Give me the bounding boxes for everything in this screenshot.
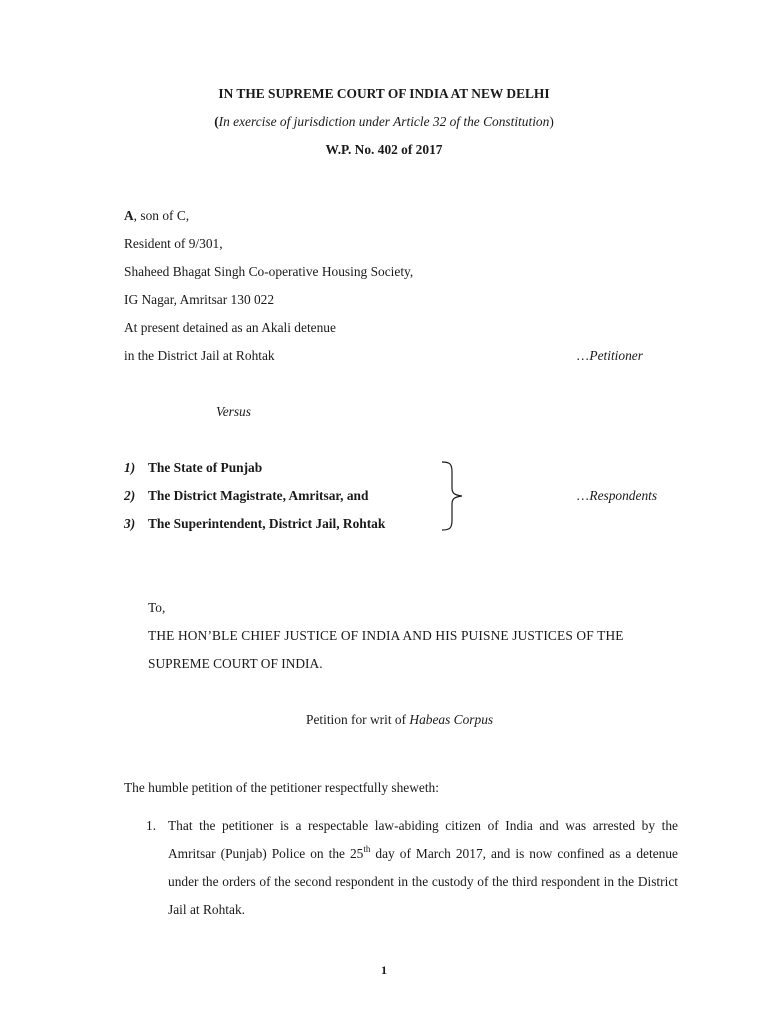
petition-title-writ: Habeas Corpus xyxy=(409,712,494,727)
respondent-item xyxy=(124,488,368,504)
paragraph-text: day of March 2017, and is now confined as a detenue under the orders of the second respondent in the custody of the third respondent in the District Jail at Rohtak. xyxy=(168,846,678,917)
jurisdiction-close-paren: ) xyxy=(549,114,554,129)
ordinal-suffix: th xyxy=(363,843,371,854)
to-label: To, xyxy=(148,600,166,615)
respondent-name: The State of Punjab xyxy=(148,460,263,475)
petitioner-initial: A xyxy=(124,208,134,223)
case-number: W.P. No. 402 of 2017 xyxy=(325,142,443,157)
court-title: IN THE SUPREME COURT OF INDIA AT NEW DELHI xyxy=(218,86,550,101)
page-number: 1 xyxy=(381,963,387,977)
jurisdiction-open-paren: ( xyxy=(214,114,219,129)
petitioner-role-dots: … xyxy=(576,348,590,363)
petitioner-name-rest: , son of C, xyxy=(133,208,190,223)
jurisdiction-line xyxy=(0,114,768,130)
respondent-number: 1) xyxy=(124,460,136,475)
petitioner-address-line: Resident of 9/301, xyxy=(124,236,223,251)
respondents-role xyxy=(576,488,657,504)
paragraph-text: That the petitioner is a respectable law-abiding citizen of India and was arrested by the Amritsar (Punjab) Police on the 25 xyxy=(168,818,678,861)
curly-brace-icon xyxy=(440,460,468,532)
jurisdiction-text: In exercise of jurisdiction under Article 32 of the Constitution xyxy=(218,114,550,129)
versus-label: Versus xyxy=(216,404,251,419)
petitioner-role xyxy=(576,348,643,364)
paragraph-number: 1. xyxy=(146,818,157,833)
petitioner-name xyxy=(124,208,189,224)
petition-title-prefix: Petition for writ of xyxy=(306,712,410,727)
respondents-role-label: Respondents xyxy=(589,488,658,503)
petitioner-address-line: IG Nagar, Amritsar 130 022 xyxy=(124,292,275,307)
petition-intro: The humble petition of the petitioner respectfully sheweth: xyxy=(124,780,439,795)
respondent-number: 2) xyxy=(124,488,136,503)
petitioner-address-line: At present detained as an Akali detenue xyxy=(124,320,336,335)
petitioner-address-line: in the District Jail at Rohtak xyxy=(124,348,275,363)
respondents-role-dots: … xyxy=(576,488,590,503)
respondent-number: 3) xyxy=(124,516,136,531)
addressee-line: SUPREME COURT OF INDIA. xyxy=(148,656,323,671)
petitioner-address-line: Shaheed Bhagat Singh Co-operative Housing Society, xyxy=(124,264,414,279)
respondent-item xyxy=(124,460,262,476)
respondent-item xyxy=(124,516,385,532)
petition-title xyxy=(306,712,493,728)
respondent-name: The Superintendent, District Jail, Rohtak xyxy=(148,516,386,531)
respondent-name: The District Magistrate, Amritsar, and xyxy=(148,488,369,503)
paragraph-body xyxy=(168,812,678,924)
petitioner-role-label: Petitioner xyxy=(589,348,643,363)
addressee-line: THE HON’BLE CHIEF JUSTICE OF INDIA AND HIS PUISNE JUSTICES OF THE xyxy=(148,628,624,643)
